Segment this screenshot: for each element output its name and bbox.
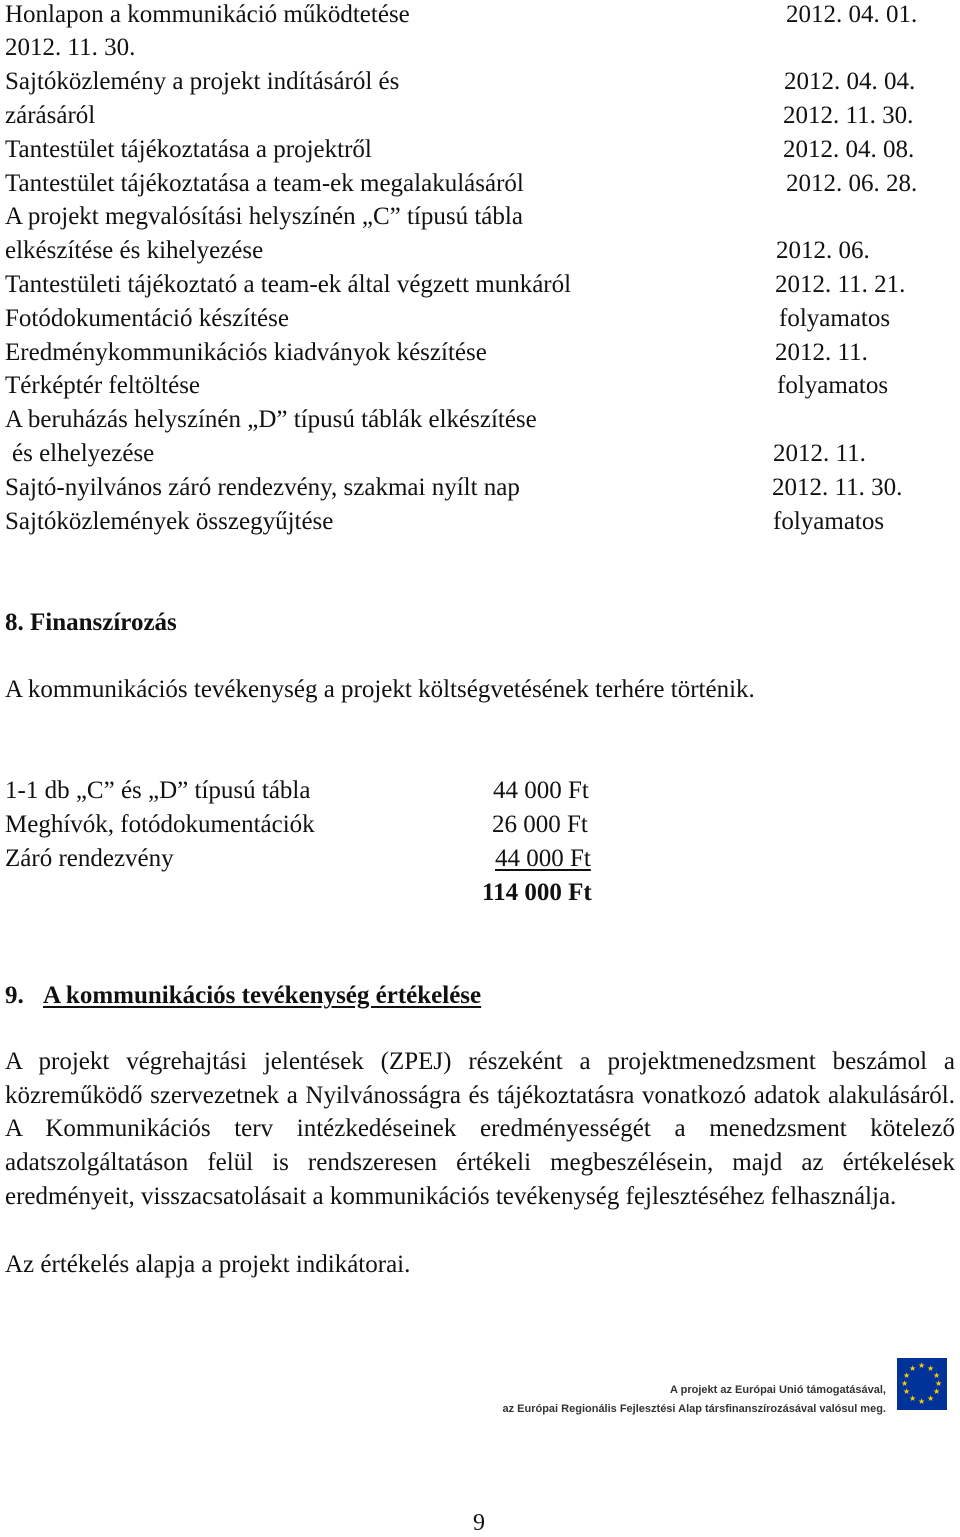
schedule-activity: Tantestület tájékoztatása a team-ek megalakulásáról — [5, 170, 524, 197]
schedule-date: 2012. 04. 01. — [786, 1, 918, 28]
eu-support-text-1: A projekt az Európai Unió támogatásával, — [670, 1384, 886, 1396]
schedule-activity: elkészítése és kihelyezése — [5, 237, 264, 264]
schedule-activity: A beruházás helyszínén „D” típusú táblák elkészítése — [5, 406, 537, 433]
page-number: 9 — [473, 1510, 485, 1536]
schedule-date: 2012. 04. 08. — [783, 136, 915, 163]
schedule-activity: Sajtóközlemény a projekt indításáról és — [5, 68, 400, 95]
schedule-date: 2012. 11. — [773, 440, 866, 467]
schedule-activity: Eredménykommunikációs kiadványok készítése — [5, 339, 487, 366]
schedule-activity: és elhelyezése — [12, 440, 155, 467]
cost-item-label: Záró rendezvény — [5, 845, 174, 872]
schedule-date: 2012. 06. 28. — [786, 170, 918, 197]
eu-flag-logo: ★ ★ ★ ★ ★ ★ ★ ★ ★ ★ ★ ★ — [897, 1358, 947, 1410]
schedule-date: 2012. 04. 04. — [784, 68, 916, 95]
schedule-activity: Sajtóközlemények összegyűjtése — [5, 508, 334, 535]
schedule-activity: Sajtó-nyilvános záró rendezvény, szakmai nyílt nap — [5, 474, 520, 501]
section-9-last-line: Az értékelés alapja a projekt indikátorai. — [5, 1251, 411, 1278]
cost-total: 114 000 Ft — [482, 879, 592, 906]
section-8-heading: 8. Finanszírozás — [5, 609, 177, 636]
schedule-activity: Tantestületi tájékoztató a team-ek által végzett munkáról — [5, 271, 572, 298]
schedule-date: 2012. 11. 30. — [772, 474, 903, 501]
schedule-date: 2012. 11. 30. — [783, 102, 914, 129]
schedule-date: 2012. 11. 30. — [5, 34, 136, 61]
schedule-date: folyamatos — [773, 508, 885, 535]
schedule-activity: zárásáról — [5, 102, 96, 129]
schedule-activity: Fotódokumentáció készítése — [5, 305, 289, 332]
cost-item-amount: 44 000 Ft — [493, 777, 589, 804]
cost-item-label: 1-1 db „C” és „D” típusú tábla — [5, 777, 311, 804]
cost-item-amount: 26 000 Ft — [492, 811, 588, 838]
eu-support-text-2: az Európai Regionális Fejlesztési Alap társfinanszírozásával valósul meg. — [502, 1403, 886, 1415]
schedule-activity: Honlapon a kommunikáció működtetése — [5, 1, 410, 28]
schedule-date: 2012. 11. 21. — [775, 271, 906, 298]
schedule-date: folyamatos — [779, 305, 891, 332]
section-9-number: 9. — [5, 982, 24, 1009]
section-8-text: A kommunikációs tevékenység a projekt költségvetésének terhére történik. — [5, 676, 755, 703]
schedule-date: 2012. 11. — [775, 339, 868, 366]
schedule-date: 2012. 06. — [776, 237, 870, 264]
schedule-activity: Térképtér feltöltése — [5, 372, 201, 399]
schedule-activity: A projekt megvalósítási helyszínén „C” típusú tábla — [5, 203, 523, 230]
schedule-date: folyamatos — [777, 372, 889, 399]
section-9-title: A kommunikációs tevékenység értékelése — [43, 982, 482, 1009]
cost-item-label: Meghívók, fotódokumentációk — [5, 811, 315, 838]
section-9-paragraph: A projekt végrehajtási jelentések (ZPEJ) részeként a projektmenedzsment beszámol a közreműködő szervezetnek a Nyilvánosságra és tájékoztatásra vonatkozó adatok alakulásáról. A Kommunikációs terv intézkedéseinek eredményességét a menedzsment kötelező adatszolgáltatáson felül is rendszeresen értékeli megbeszélésein, majd az értékelések eredményeit, visszacsatolásait a kommunikációs tevékenység fejlesztéséhez felhasználja. — [5, 1048, 955, 1210]
schedule-activity: Tantestület tájékoztatása a projektről — [5, 136, 372, 163]
cost-item-amount: 44 000 Ft — [495, 845, 591, 872]
